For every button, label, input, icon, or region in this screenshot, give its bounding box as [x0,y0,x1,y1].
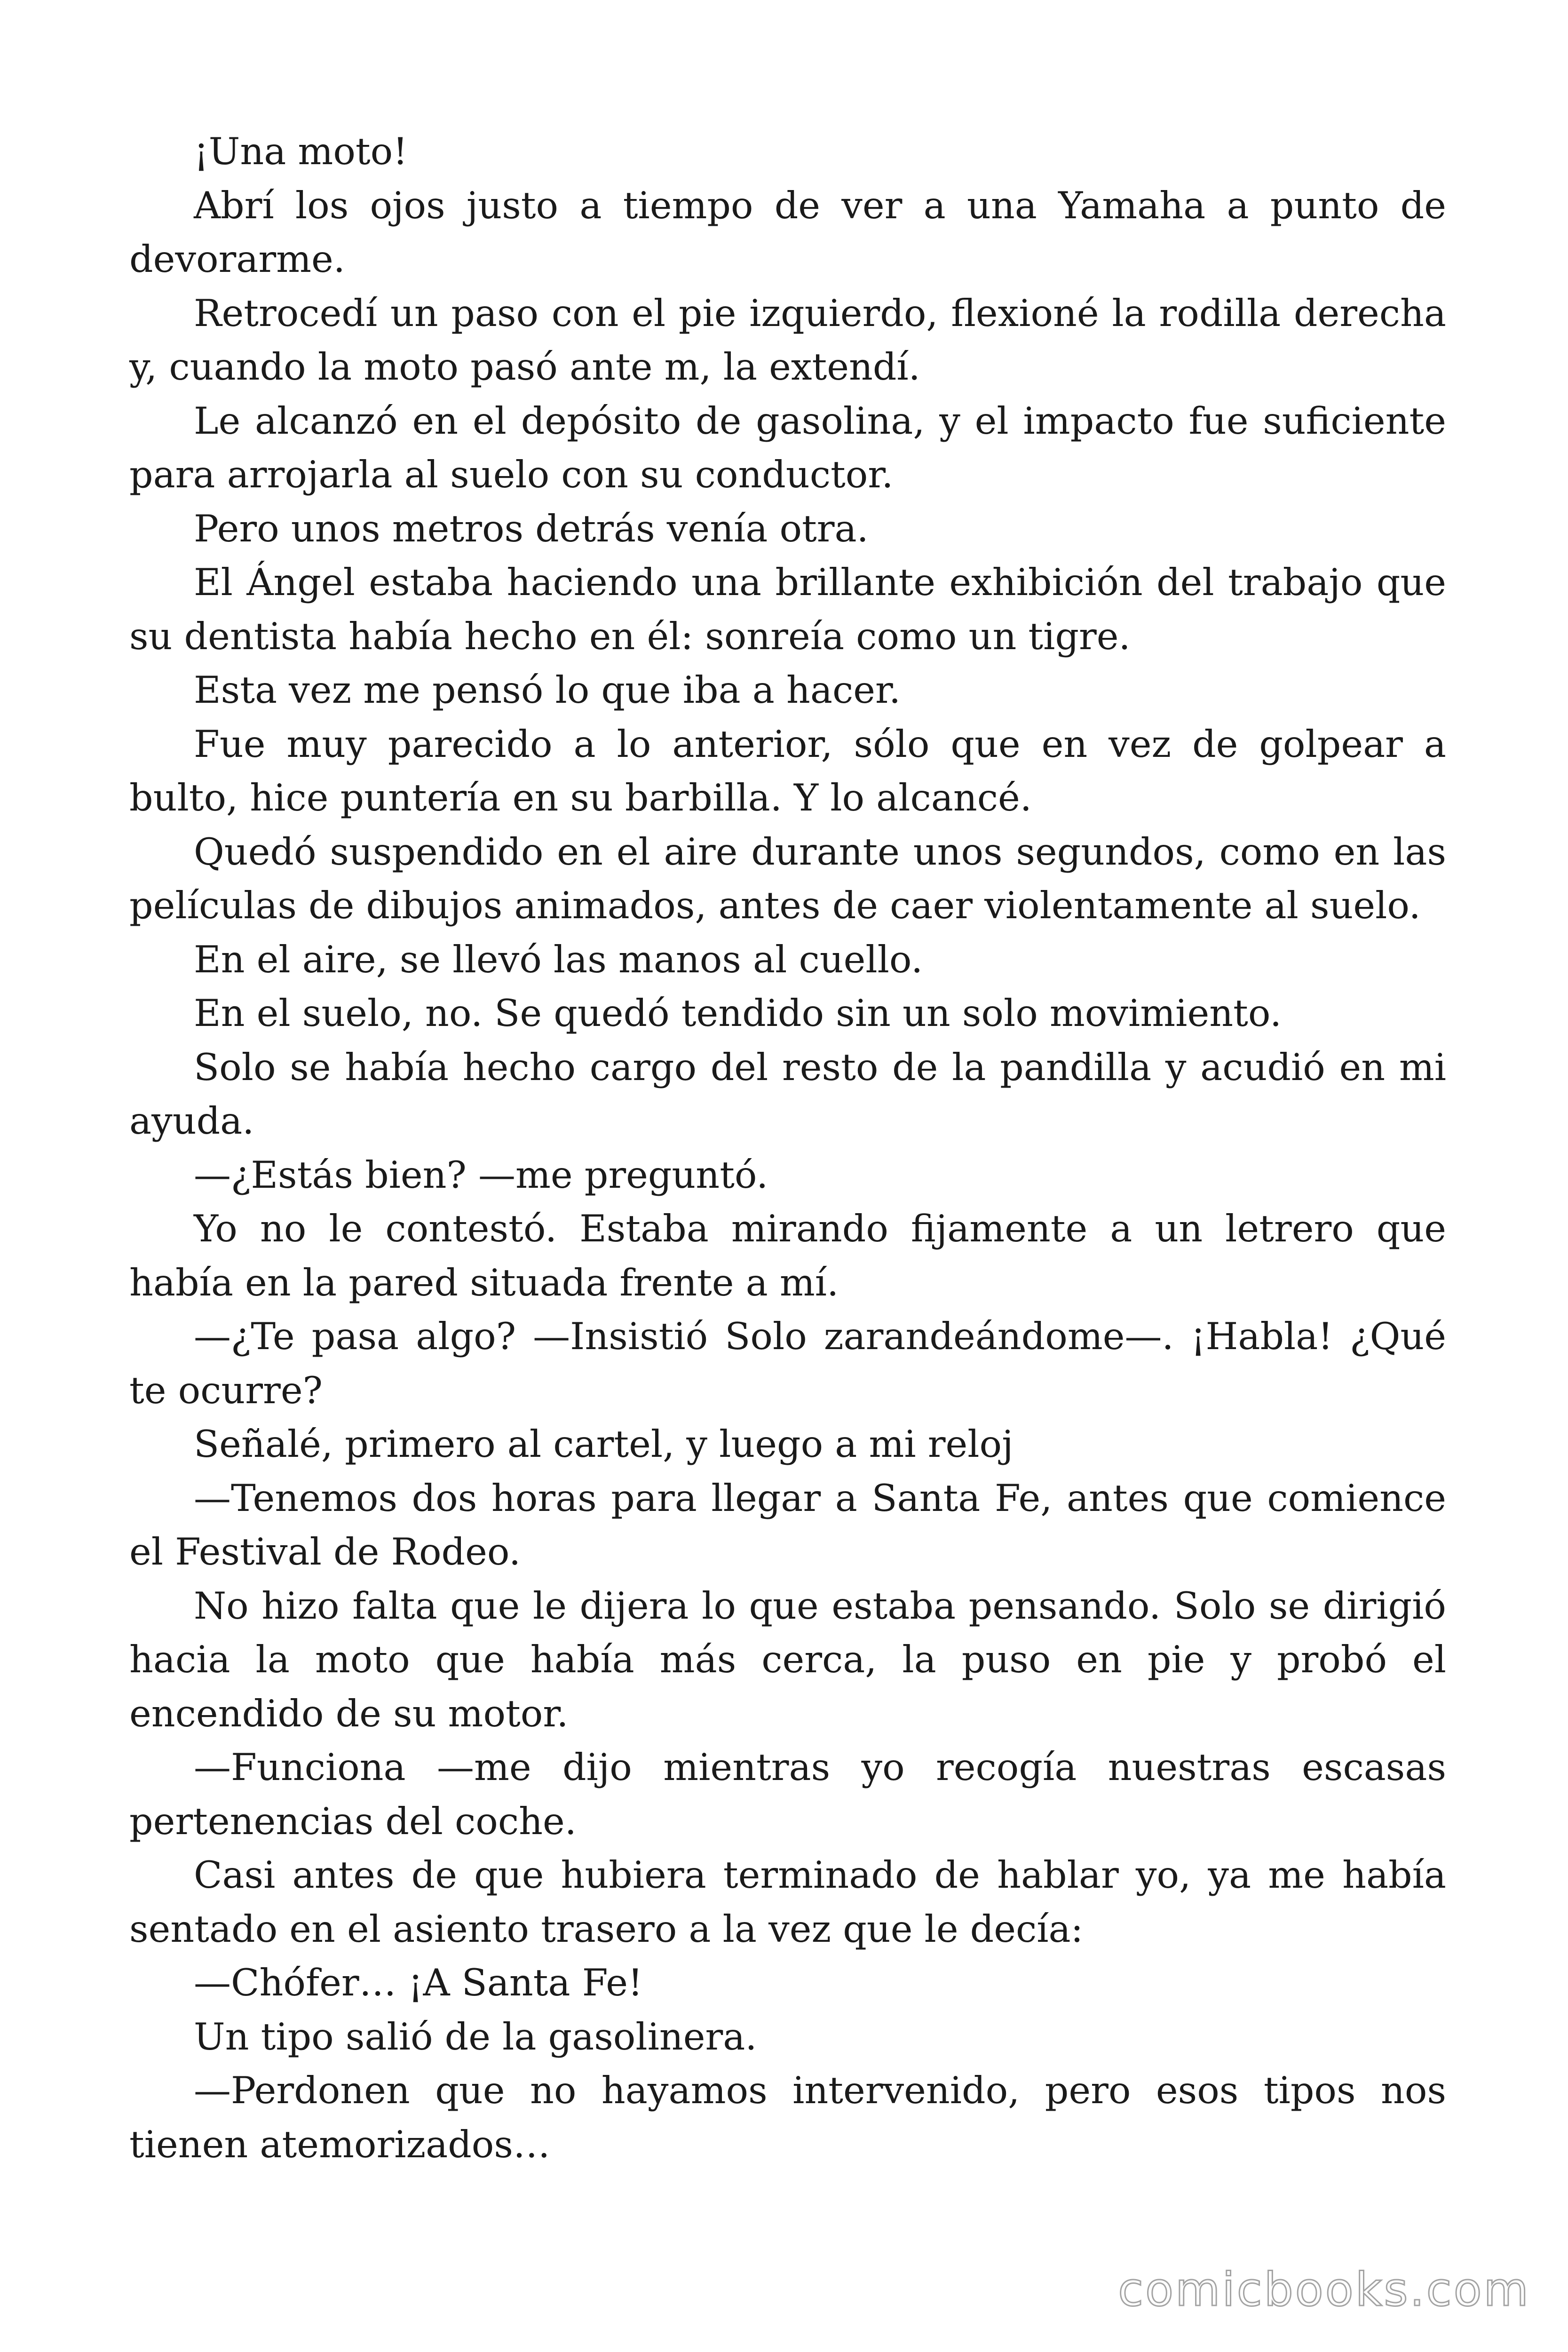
paragraph: —Tenemos dos horas para llegar a Santa Fe, antes que comience el Festival de Rodeo. [129,1476,1446,1573]
paragraph: —¿Estás bien? —me preguntó. [194,1153,768,1197]
paragraph: Solo se había hecho cargo del resto de la pandilla y acudió en mi ayuda. [129,1045,1446,1143]
paragraph: En el suelo, no. Se quedó tendido sin un solo movimiento. [194,992,1282,1035]
paragraph: ¡Una moto! [194,130,408,173]
paragraph: —Chófer… ¡A Santa Fe! [194,1961,643,2004]
paragraph: Fue muy parecido a lo anterior, sólo que en vez de golpear a bulto, hice puntería en su barbilla. Y lo alcancé. [129,722,1446,819]
paragraph: Un tipo salió de la gasolinera. [194,2015,757,2058]
paragraph: Abrí los ojos justo a tiempo de ver a una Yamaha a punto de devorarme. [129,183,1446,281]
paragraph: Yo no le contestó. Estaba mirando fijamente a un letrero que había en la pared situada frente a mí. [129,1207,1446,1304]
paragraph: El Ángel estaba haciendo una brillante exhibición del trabajo que su dentista había hecho en él: sonreía como un tigre. [129,561,1446,658]
paragraph: —Perdonen que no hayamos intervenido, pero esos tipos nos tienen atemorizados… [129,2069,1446,2166]
body-text [129,125,1446,2171]
paragraph: Casi antes de que hubiera terminado de hablar yo, ya me había sentado en el asiento trasero a la vez que le decía: [129,1853,1446,1951]
paragraph: Esta vez me pensó lo que iba a hacer. [194,668,901,712]
paragraph: En el aire, se llevó las manos al cuello. [194,938,923,981]
paragraph: Señalé, primero al cartel, y luego a mi reloj [194,1422,1014,1466]
paragraph: Quedó suspendido en el aire durante unos segundos, como en las películas de dibujos animados, antes de caer violentamente al suelo. [129,830,1446,927]
paragraph: Le alcanzó en el depósito de gasolina, y el impacto fue suficiente para arrojarla al suelo con su conductor. [129,399,1446,496]
watermark: comicbooks.com [1118,2263,1530,2317]
paragraph: —¿Te pasa algo? —Insistió Solo zarandeándome—. ¡Habla! ¿Qué te ocurre? [129,1315,1446,1412]
paragraph: Pero unos metros detrás venía otra. [194,507,869,550]
paragraph: No hizo falta que le dijera lo que estaba pensando. Solo se dirigió hacia la moto que había más cerca, la puso en pie y probó el encendido de su motor. [129,1584,1446,1735]
paragraph: Retrocedí un paso con el pie izquierdo, flexioné la rodilla derecha y, cuando la moto pasó ante m, la extendí. [129,291,1446,389]
paragraph: —Funciona —me dijo mientras yo recogía nuestras escasas pertenencias del coche. [129,1746,1446,1843]
